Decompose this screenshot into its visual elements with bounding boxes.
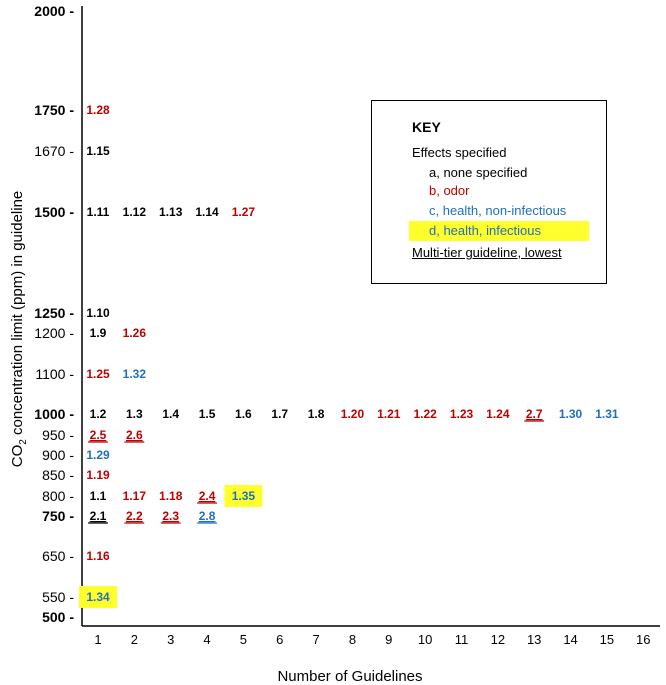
x-tick-label: 6 [276,632,284,647]
guideline-label: 1.21 [377,407,401,421]
x-tick-label: 13 [526,632,542,647]
guideline-label: 2.5 [89,428,107,442]
legend-entry-b: b, odor [429,183,470,198]
guideline-label: 1.10 [86,306,110,320]
legend-entry-d: d, health, infectious [429,223,542,238]
guideline-label: 1.5 [198,407,216,421]
y-axis-ticks [34,3,74,625]
x-tick-label: 2 [130,632,138,647]
x-tick-label: 3 [167,632,175,647]
guideline-label: 1.23 [449,407,474,421]
guideline-label: 1.8 [307,407,325,421]
guideline-label: 2.7 [525,407,543,421]
legend-entry-c: c, health, non-infectious [429,203,567,218]
guideline-label: 2.4 [198,489,216,503]
y-tick-label: 1000 - [34,406,74,422]
legend-entry-a: a, none specified [429,165,528,180]
y-tick-label: 650 - [42,548,74,564]
y-tick-label: 850 - [42,467,74,483]
guideline-label: 2.8 [198,509,216,523]
guideline-label: 1.20 [340,407,365,421]
guideline-label: 1.12 [122,205,147,219]
legend-box [371,100,607,284]
guideline-label: 1.16 [86,549,110,563]
y-axis-title: $CO_2$ concentration limit (ppm) in guideline [9,190,29,468]
guideline-label: 1.9 [89,326,107,340]
y-tick-label: 2000 - [34,3,74,19]
guideline-label: 1.31 [595,407,619,421]
x-tick-label: 16 [636,632,651,647]
guideline-label: 1.6 [235,407,252,421]
x-tick-label: 8 [348,632,357,647]
guideline-label: 1.32 [122,367,147,381]
legend-effects-heading: Effects specified [412,145,507,160]
guideline-label: 1.24 [486,407,510,421]
y-tick-label: 950 - [42,427,74,443]
x-tick-label: 12 [490,632,506,647]
guideline-label: 1.1 [89,489,107,503]
guideline-label: 1.7 [271,407,289,421]
guideline-label: 1.2 [89,407,107,421]
guideline-label: 2.3 [162,509,180,523]
y-tick-label: 1100 - [35,366,74,382]
y-tick-label: 550 - [42,589,74,605]
guideline-label: 1.17 [122,489,147,503]
guideline-label: 1.30 [558,407,583,421]
x-tick-label: 11 [454,632,469,647]
guideline-label: 2.1 [89,509,107,523]
x-tick-label: 9 [385,632,393,647]
x-tick-label: 7 [312,632,320,647]
guideline-label: 1.29 [86,448,110,462]
y-tick-label: 750 - [42,508,74,524]
y-tick-label: 500 - [42,609,74,625]
guideline-label: 1.11 [86,205,110,219]
legend-title: KEY [412,119,441,135]
guideline-label: 1.15 [86,144,110,158]
guideline-label: 1.27 [231,205,256,219]
guideline-label: 1.14 [195,205,219,219]
guideline-label: 1.19 [86,468,110,482]
guideline-label: 1.18 [159,489,183,503]
x-tick-label: 10 [417,632,433,647]
guideline-label: 1.35 [231,489,256,503]
x-axis-ticks [94,632,650,647]
y-tick-label: 800 - [42,488,74,504]
guideline-label: 1.3 [126,407,143,421]
x-tick-label: 1 [94,632,102,647]
y-tick-label: 900 - [42,447,74,463]
guideline-label: 1.13 [159,205,183,219]
x-axis-title: Number of Guidelines [277,668,423,685]
guideline-label: 1.28 [86,103,110,117]
guideline-label: 2.6 [126,428,143,442]
y-tick-label: 1250 - [34,305,74,321]
guideline-label: 2.2 [126,509,143,523]
guideline-label: 1.25 [86,367,110,381]
x-tick-label: 4 [203,632,211,647]
y-tick-label: 1200 - [34,325,74,341]
y-tick-label: 1670 - [34,143,74,159]
guideline-label: 1.34 [86,590,110,604]
legend-multi-tier: Multi-tier guideline, lowest [412,245,562,260]
axes [82,6,660,626]
x-tick-label: 5 [239,632,248,647]
y-tick-label: 1750 - [34,102,74,118]
guideline-label: 1.26 [122,326,147,340]
x-tick-label: 15 [599,632,615,647]
x-tick-label: 14 [563,632,578,647]
guideline-label: 1.4 [162,407,180,421]
y-tick-label: 1500 - [34,204,74,220]
guideline-label: 1.22 [413,407,437,421]
